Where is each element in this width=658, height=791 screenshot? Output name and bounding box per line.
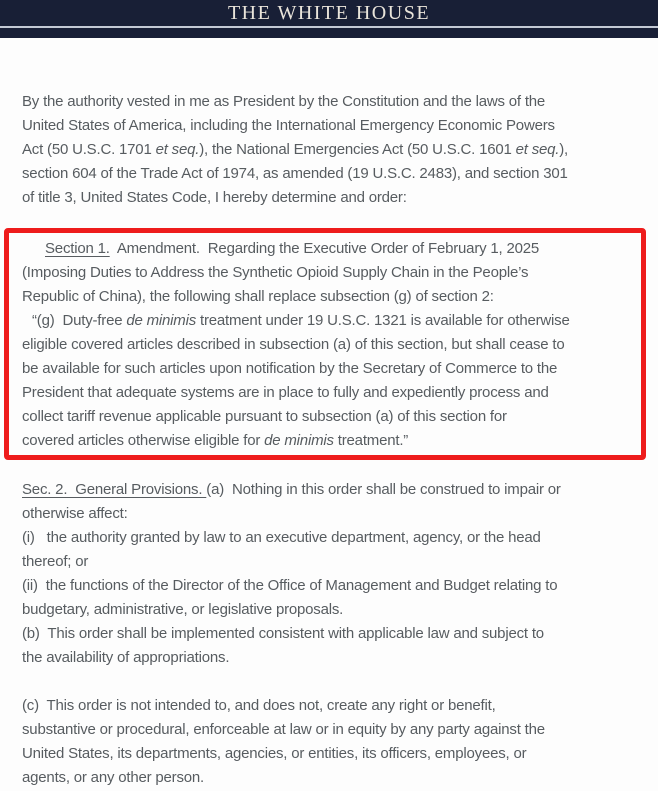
text-line: United States, its departments, agencies, or entities, its officers, employees, or bbox=[22, 745, 527, 762]
text-line: eligible covered articles described in subsection (a) of this section, but shall cease to bbox=[22, 336, 565, 353]
section-1-paragraph bbox=[22, 237, 633, 453]
text-line: substantive or procedural, enforceable at law or in equity by any party against the bbox=[22, 721, 545, 738]
text-line: (b) This order shall be implemented consistent with applicable law and subject to bbox=[22, 625, 544, 642]
text-line: United States of America, including the International Emergency Economic Powers bbox=[22, 117, 555, 134]
text-line: budgetary, administrative, or legislative proposals. bbox=[22, 601, 344, 618]
text-line: Section 1. Amendment. Regarding the Executive Order of February 1, 2025 bbox=[45, 240, 540, 257]
text-line: President that adequate systems are in place to fully and expediently process and bbox=[22, 384, 549, 401]
site-title: THE WHITE HOUSE bbox=[227, 1, 431, 24]
site-header bbox=[0, 0, 658, 38]
text-line: of title 3, United States Code, I hereby determine and order: bbox=[22, 189, 407, 206]
document-body bbox=[0, 90, 658, 790]
text-line: (c) This order is not intended to, and does not, create any right or benefit, bbox=[22, 697, 496, 714]
intro-paragraph bbox=[22, 90, 636, 210]
text-line: collect tariff revenue applicable pursuant to subsection (a) of this section for bbox=[22, 408, 507, 425]
text-line: thereof; or bbox=[22, 553, 89, 570]
highlight-annotation-box bbox=[4, 228, 646, 460]
text-line: (Imposing Duties to Address the Synthetic Opioid Supply Chain in the People’s bbox=[22, 264, 529, 281]
subsection-c-paragraph bbox=[22, 694, 636, 790]
text-line: be available for such articles upon notification by the Secretary of Commerce to the bbox=[22, 360, 558, 377]
text-line: section 604 of the Trade Act of 1974, as amended (19 U.S.C. 2483), and section 301 bbox=[22, 165, 568, 182]
masthead-bar bbox=[0, 0, 658, 26]
text-line: “(g) Duty-free de minimis treatment under 19 U.S.C. 1321 is available for otherwise bbox=[32, 312, 570, 329]
text-line: otherwise affect: bbox=[22, 505, 128, 522]
text-line: (i) the authority granted by law to an executive department, agency, or the head bbox=[22, 529, 541, 546]
header-strip bbox=[0, 28, 658, 38]
text-line: By the authority vested in me as President by the Constitution and the laws of the bbox=[22, 93, 546, 110]
text-line: Act (50 U.S.C. 1701 et seq.), the National Emergencies Act (50 U.S.C. 1601 et seq.), bbox=[22, 141, 569, 158]
text-line: agents, or any other person. bbox=[22, 769, 205, 786]
section-2-paragraph bbox=[22, 478, 636, 670]
text-line: Sec. 2. General Provisions. (a) Nothing in this order shall be construed to impair or bbox=[22, 481, 561, 498]
text-line: Republic of China), the following shall replace subsection (g) of section 2: bbox=[22, 288, 494, 305]
text-line: the availability of appropriations. bbox=[22, 649, 230, 666]
text-line: covered articles otherwise eligible for de minimis treatment.” bbox=[22, 432, 409, 449]
text-line: (ii) the functions of the Director of the Office of Management and Budget relating to bbox=[22, 577, 558, 594]
